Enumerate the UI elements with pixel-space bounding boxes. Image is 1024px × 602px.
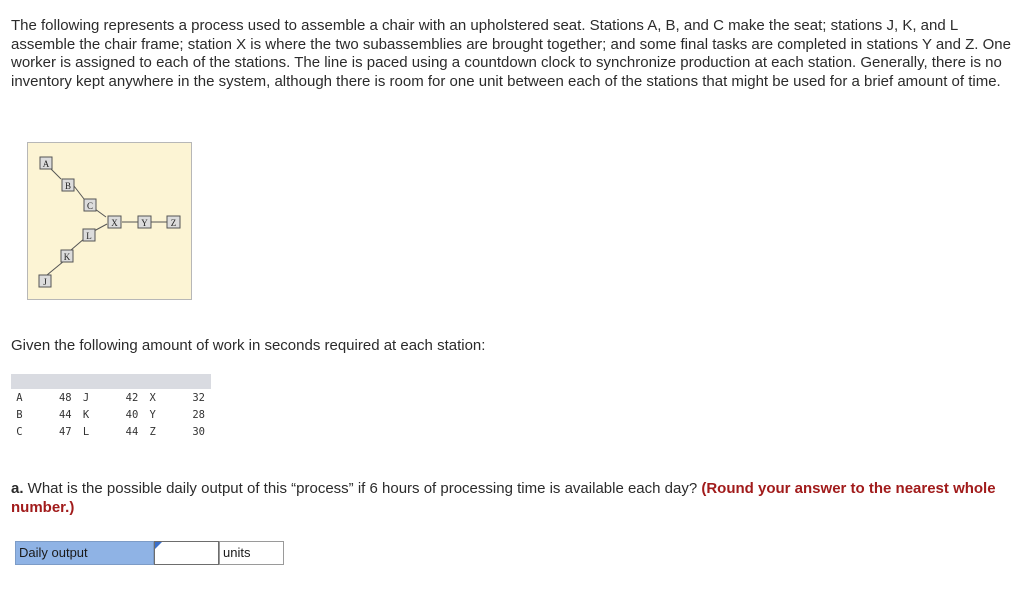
units-label: units xyxy=(219,541,284,565)
rounding-instruction: (Round your answer to the nearest whole number.) xyxy=(11,480,996,516)
station-a-node xyxy=(40,157,52,169)
station-cell: J xyxy=(82,391,90,404)
seconds-cell: 48 xyxy=(58,391,72,404)
station-cell: L xyxy=(82,425,90,438)
seconds-cell: 32 xyxy=(192,391,205,404)
table-header-row xyxy=(11,374,211,389)
station-cell: B xyxy=(16,408,23,421)
station-cell: Z xyxy=(149,425,156,438)
station-z-node xyxy=(167,216,180,228)
svg-text:B: B xyxy=(64,181,72,191)
input-corner-marker xyxy=(155,542,162,549)
station-k-node xyxy=(61,250,73,262)
table-row xyxy=(11,389,211,406)
svg-text:L: L xyxy=(86,231,92,241)
question-label: a. xyxy=(11,480,24,497)
question-text: What is the possible daily output of this “process” if 6 hours of processing time is available each day? xyxy=(23,480,702,497)
station-work-table xyxy=(11,374,211,440)
svg-text:K: K xyxy=(63,252,71,262)
station-cell: Y xyxy=(149,408,156,421)
daily-output-field-wrapper xyxy=(154,541,219,565)
seconds-cell: 30 xyxy=(192,425,205,438)
station-cell: K xyxy=(82,408,90,421)
seconds-cell: 44 xyxy=(58,408,72,421)
problem-statement: The following represents a process used to assemble a chair with an upholstered seat. Stations A, B, and C make the seat; stations J, K, and L assemble the chair frame; station X is where the two subassemblies are brought together; and some final tasks are completed in stations Y and Z. One worker is assigned to each of the stations. The line is paced using a countdown clock to synchronize production at each station. Generally, there is no inventory kept anywhere in the system, although there is room for one unit between each of the stations that might be used for a brief amount of time. xyxy=(11,17,1011,90)
station-c-node xyxy=(84,199,96,211)
station-l-node xyxy=(83,229,95,241)
station-cell: C xyxy=(16,425,23,438)
daily-output-label: Daily output xyxy=(15,541,154,565)
svg-text:J: J xyxy=(43,277,47,287)
seconds-cell: 28 xyxy=(192,408,205,421)
station-y-node xyxy=(138,216,151,228)
svg-text:Z: Z xyxy=(170,218,177,228)
station-cell: A xyxy=(16,391,23,404)
given-text: Given the following amount of work in seconds required at each station: xyxy=(11,337,486,354)
seconds-cell: 40 xyxy=(125,408,139,421)
svg-text:Y: Y xyxy=(141,218,148,228)
station-x-node xyxy=(108,216,121,228)
table-row xyxy=(11,423,211,440)
table-row xyxy=(11,406,211,423)
seconds-cell: 44 xyxy=(125,425,139,438)
seconds-cell: 42 xyxy=(125,391,139,404)
station-cell: X xyxy=(149,391,156,404)
process-flow-svg xyxy=(28,143,193,301)
process-flow-diagram xyxy=(27,142,192,300)
seconds-cell: 47 xyxy=(58,425,72,438)
question-a xyxy=(11,479,1011,517)
svg-text:A: A xyxy=(42,159,50,169)
svg-text:C: C xyxy=(86,201,94,211)
svg-text:X: X xyxy=(111,218,118,228)
station-j-node xyxy=(39,275,51,287)
answer-row xyxy=(15,541,284,565)
daily-output-input[interactable] xyxy=(155,542,218,564)
station-b-node xyxy=(62,179,74,191)
